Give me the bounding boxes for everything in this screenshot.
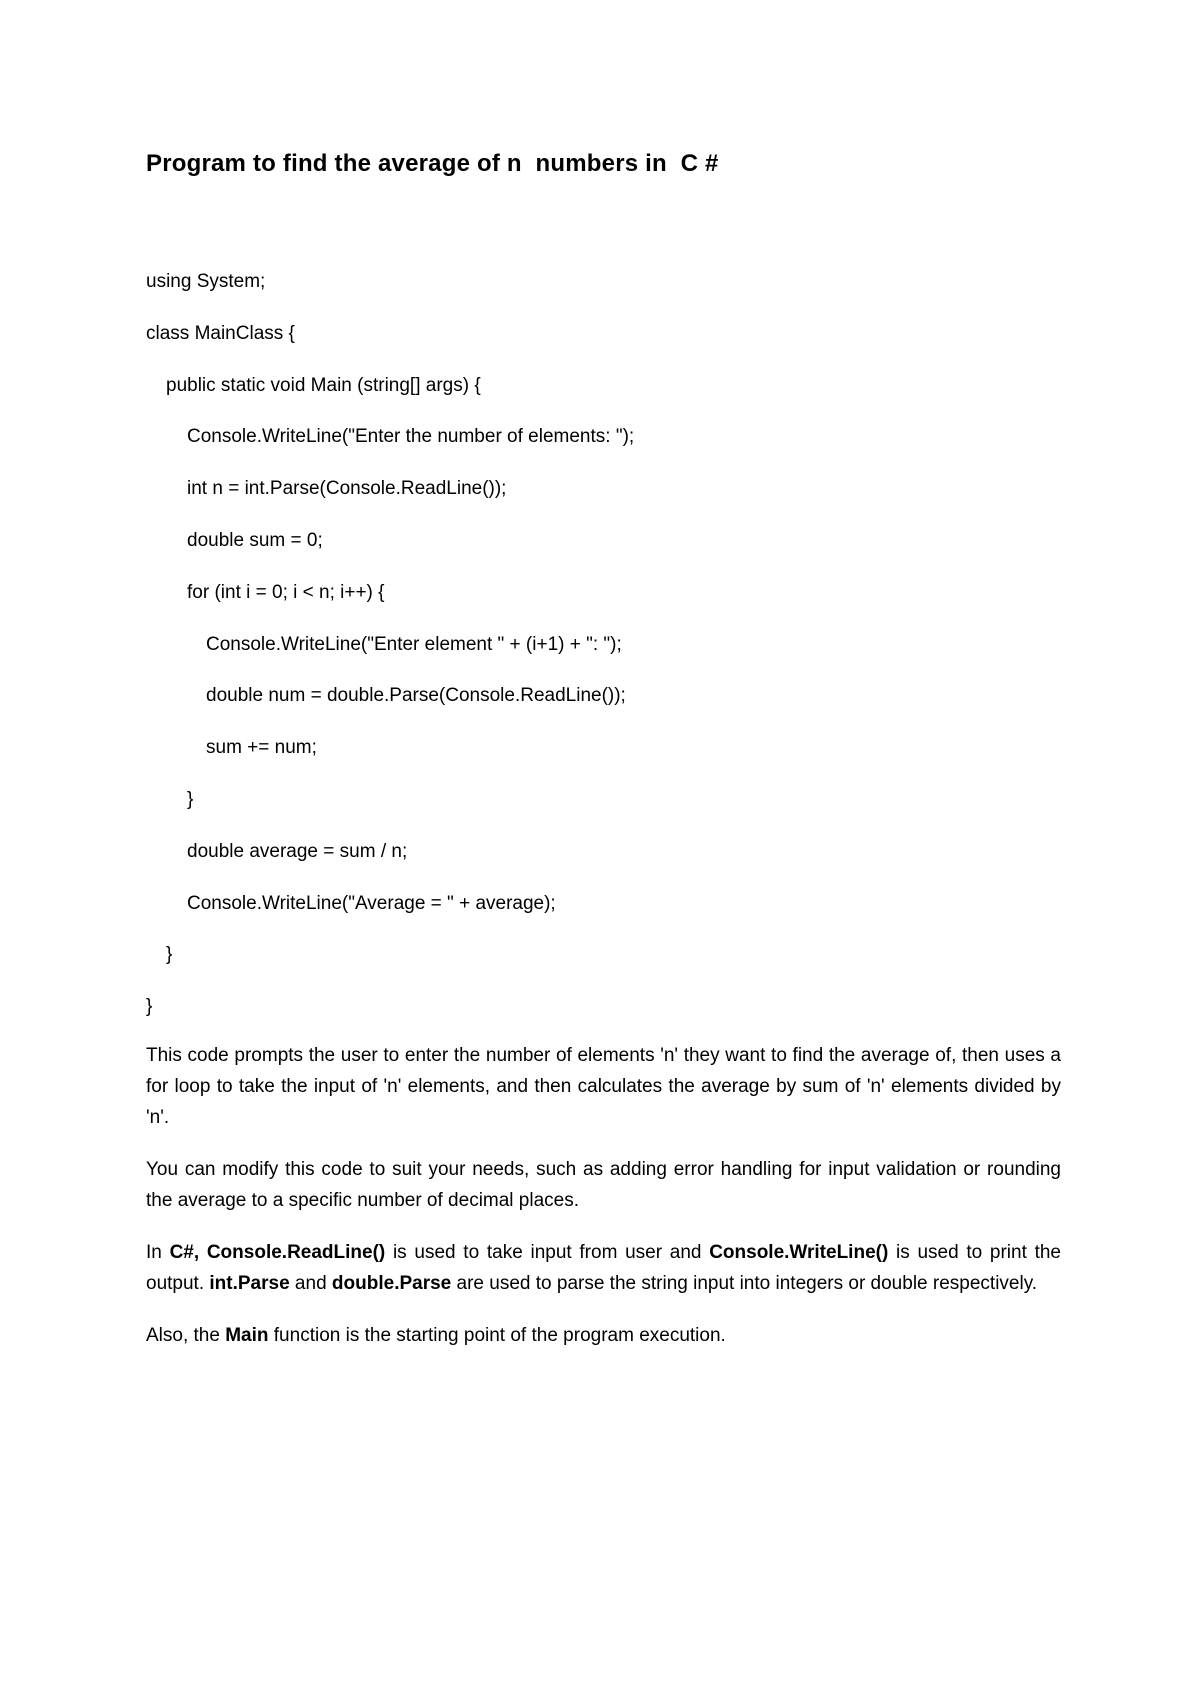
- bold-run: int.Parse: [209, 1273, 290, 1294]
- text-run: are used to parse the string input into integers or double respectively.: [451, 1273, 1038, 1294]
- explanation-paragraph-3: [146, 1237, 1061, 1299]
- code-line: double sum = 0;: [187, 529, 323, 551]
- code-line: using System;: [146, 271, 266, 292]
- code-line: class MainClass {: [146, 322, 295, 344]
- explanation-paragraph-1: This code prompts the user to enter the number of elements 'n' they want to find the average of, then uses a for loop to take the input of 'n' elements, and then calculates the average by sum of 'n' elements divided by 'n'.: [146, 1045, 1061, 1128]
- code-line: }: [166, 944, 173, 966]
- text-run: and: [289, 1273, 332, 1294]
- explanation-paragraph-2: You can modify this code to suit your needs, such as adding error handling for input validation or rounding the average to a specific number of decimal places.: [146, 1159, 1061, 1211]
- code-line: }: [146, 996, 153, 1018]
- document-title: Program to find the average of n numbers in C #: [146, 150, 719, 177]
- code-line: double num = double.Parse(Console.ReadLine());: [206, 685, 626, 707]
- explanation-paragraph-4: [146, 1320, 1061, 1351]
- bold-run: double.Parse: [331, 1273, 452, 1294]
- explanation-section: [146, 1040, 1061, 1372]
- code-line: Console.WriteLine("Enter element " + (i+1) + ": ");: [206, 633, 622, 655]
- code-line: public static void Main (string[] args) {: [166, 374, 481, 396]
- bold-run: C#, Console.ReadLine(): [169, 1242, 386, 1263]
- code-line: sum += num;: [206, 737, 317, 759]
- text-run: is used to take input from user and: [385, 1242, 710, 1263]
- code-line: double average = sum / n;: [187, 840, 408, 862]
- code-block: [146, 268, 634, 1045]
- code-line: Console.WriteLine("Average = " + average);: [187, 892, 556, 914]
- text-run: function is the starting point of the program execution.: [268, 1325, 726, 1346]
- text-run: In: [146, 1242, 170, 1263]
- code-line: Console.WriteLine("Enter the number of elements: ");: [187, 426, 635, 448]
- code-line: }: [187, 788, 194, 810]
- bold-run: Console.WriteLine(): [709, 1242, 889, 1263]
- text-run: is used to print the output.: [146, 1242, 1061, 1294]
- text-run: Also, the: [146, 1325, 226, 1346]
- bold-run: Main: [225, 1325, 269, 1346]
- code-line: int n = int.Parse(Console.ReadLine());: [187, 478, 507, 500]
- code-line: for (int i = 0; i < n; i++) {: [187, 581, 385, 603]
